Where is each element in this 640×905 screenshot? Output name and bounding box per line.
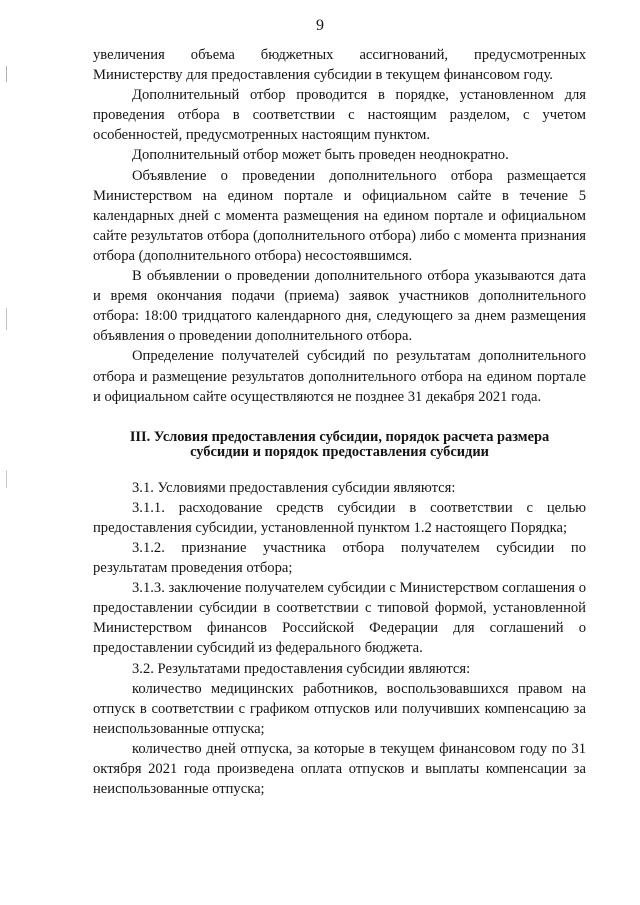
scan-artifact (6, 470, 7, 488)
page-number: 9 (316, 17, 324, 34)
scan-artifact (6, 308, 7, 330)
paragraph: 3.1.3. заключение получателем субсидии с Министерством соглашения о предоставлении субсидии в соответствии с типовой формой, установленной Министерством финансов Российской Федерации для соглашений о предоставлении субсидий из федерального бюджета. (93, 580, 586, 657)
paragraph: 3.1.1. расходование средств субсидии в соответствии с целью предоставления субсидии, установленной пунктом 1.2 настоящего Порядка; (93, 499, 586, 536)
paragraph: Дополнительный отбор проводится в порядке, установленном для проведения отбора в соответствии с настоящим разделом, с учетом особенностей, предусмотренных настоящим пунктом. (93, 87, 586, 144)
paragraph: Объявление о проведении дополнительного отбора размещается Министерством на едином портале и официальном сайте в течение 5 календарных дней с момента размещения на едином портале и официальном сайте результатов отбора (дополнительного отбора) либо с момента признания отбора (дополнительного отбора) несостоявшимся. (93, 167, 586, 264)
section-heading (93, 430, 586, 460)
paragraph: 3.1. Условиями предоставления субсидии являются: (132, 479, 456, 496)
paragraph: количество медицинских работников, воспользовавшихся правом на отпуск в соответствии с графиком отпусков или получивших компенсацию за неиспользованные отпуска; (93, 680, 586, 737)
paragraph: Дополнительный отбор может быть проведен неоднократно. (132, 147, 509, 164)
section-heading-line-2: субсидии и порядок предоставления субсидии (190, 443, 489, 460)
section-heading-line-1: III. Условия предоставления субсидии, порядок расчета размера (129, 428, 550, 445)
paragraph: увеличения объема бюджетных ассигнований, предусмотренных Министерству для предоставления субсидии в текущем финансовом году. (93, 47, 586, 84)
scan-artifact (6, 66, 7, 82)
paragraph: количество дней отпуска, за которые в текущем финансовом году по 31 октября 2021 года произведена оплата отпусков и выплаты компенсации за неиспользованные отпуска; (93, 740, 586, 798)
paragraph: 3.1.2. признание участника отбора получателем субсидии по результатам проведения отбора; (93, 539, 586, 577)
paragraph: Определение получателей субсидий по результатам дополнительного отбора и размещение результатов дополнительного отбора на едином портале и официальном сайте осуществляются не позднее 31 декабря 2021 года. (93, 348, 586, 405)
paragraph: 3.2. Результатами предоставления субсидии являются: (132, 660, 471, 677)
document-body (93, 45, 586, 799)
paragraph: В объявлении о проведении дополнительного отбора указываются дата и время окончания подачи (приема) заявок участников дополнительного отбора: 18:00 тридцатого календарного дня, следующего за днем размещения объявления о проведении дополнительного отбора. (93, 268, 586, 345)
